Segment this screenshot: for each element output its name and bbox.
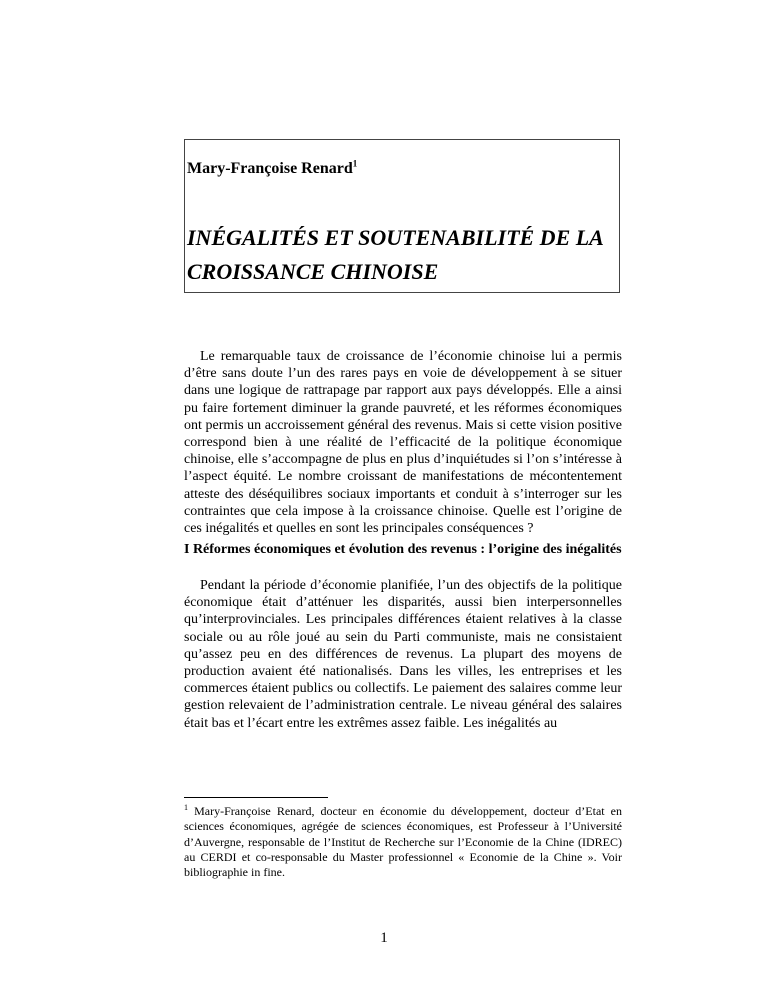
- author-name-text: Mary-Françoise Renard: [187, 160, 353, 177]
- footnote-separator: [184, 797, 328, 798]
- page-number: 1: [380, 930, 388, 946]
- section-paragraph: Pendant la période d’économie planifiée, l’un des objectifs de la politique économique était d’atténuer les disparités, aussi bien interpersonnelles qu’interprovinciales. Les principales différences étaient relatives à la classe sociale ou au rôle joué au sein du Parti communiste, mais ne consistaient qu’assez peu en des différences de revenus. La plupart des moyens de production avaient été nationalisés. Dans les villes, les entreprises et les commerces étaient publics ou collectifs. Le paiement des salaires comme leur gestion relevaient de l’administration centrale. Le niveau général des salaires était bas et l’écart entre les extrêmes assez faible. Les inégalités au: [184, 578, 622, 731]
- footnote-text: Mary-Françoise Renard, docteur en économie du développement, docteur d’Etat en sciences économiques, agrégée de sciences économiques, est Professeur à l’Université d’Auvergne, responsable de l’Institut de Recherche sur l’Economie de la Chine (IDREC) au CERDI et co-responsable du Master professionnel « Economie de la Chine ». Voir bibliographie in fine.: [184, 804, 623, 880]
- title-line-2: CROISSANCE CHINOISE: [187, 259, 439, 284]
- intro-paragraph: Le remarquable taux de croissance de l’économie chinoise lui a permis d’être sans doute l’un des rares pays en voie de développement à se situer dans une logique de rattrapage par rapport aux pays développés. Elle a ainsi pu faire fortement diminuer la grande pauvreté, et les réformes économiques ont permis un accroissement général des revenus. Mais si cette vision positive correspond bien à une réalité de l’efficacité de la politique économique chinoise, elle s’accompagne de plus en plus d’inquiétudes si l’on s’intéresse à l’aspect équité. Le nombre croissant de manifestations de mécontentement atteste des déséquilibres sociaux importants et conduit à s’interroger sur les contraintes que cela impose à la croissance chinoise. Quelle est l’origine de ces inégalités et quelles en sont les principales conséquences ?: [184, 349, 622, 537]
- title-line-1: INÉGALITÉS ET SOUTENABILITÉ DE LA: [187, 225, 604, 250]
- footnote-number: 1: [184, 803, 188, 812]
- author-name: [187, 160, 357, 178]
- document-title: [187, 221, 604, 289]
- section-heading: I Réformes économiques et évolution des revenus : l’origine des inégalités: [184, 542, 622, 557]
- title-box: [184, 139, 620, 293]
- footnote: [184, 804, 622, 880]
- footnote-marker[interactable]: 1: [352, 158, 358, 169]
